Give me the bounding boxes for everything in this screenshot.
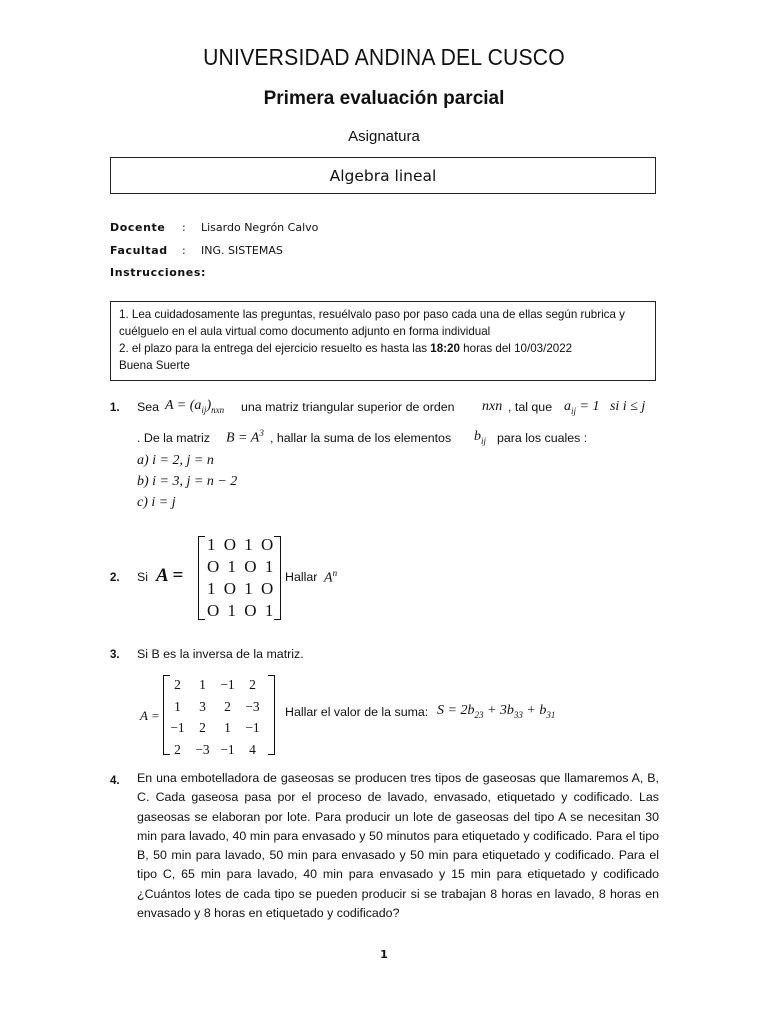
- q1-text-1: una matriz triangular superior de orden: [241, 400, 455, 414]
- q3-hallar: Hallar el valor de la suma:: [285, 705, 429, 719]
- docente-label: Docente: [110, 221, 166, 234]
- instrucciones-label: Instrucciones:: [110, 266, 206, 279]
- q3-sum-formula: $S = 2b_{23} + 3b_{33} + b_{31}$: [437, 703, 556, 720]
- q2-si: Si: [137, 570, 149, 584]
- q1-order: nxn: [482, 399, 503, 414]
- q4-number: 4.: [110, 775, 120, 787]
- q2-matrix: [207, 534, 275, 622]
- q2-power: $A^n$: [324, 568, 338, 586]
- q2-number: 2.: [110, 572, 120, 584]
- q1-text-2: , tal que: [508, 400, 553, 414]
- q2-row: O 1 O 1: [207, 557, 276, 576]
- instruction-2-time: 18:20: [430, 342, 460, 355]
- q2-left-bracket: [198, 536, 205, 620]
- q1-element-b: $b_{ij}$: [474, 429, 487, 446]
- q1-cond-a: a) i = 2, j = n: [137, 453, 214, 468]
- instruction-2-date: horas del 10/03/2022: [459, 342, 573, 355]
- q3-matrix: [165, 674, 265, 760]
- q1-cond-b: b) i = 3, j = n − 2: [137, 474, 238, 489]
- q3-row: 2 1 −1 2: [174, 677, 256, 692]
- docente-colon: :: [182, 221, 186, 234]
- q3-text: Si B es la inversa de la matriz.: [137, 647, 304, 661]
- university-name: UNIVERSIDAD ANDINA DEL CUSCO: [203, 44, 565, 70]
- docente-value: Lisardo Negrón Calvo: [201, 221, 319, 234]
- q1-sea: Sea: [137, 400, 160, 414]
- q2-matrix-name: A =: [156, 565, 184, 586]
- q3-right-bracket: [268, 675, 275, 755]
- q1-matrix-b: $B = A^3$: [226, 428, 264, 446]
- instruction-1: 1. Lea cuidadosamente las preguntas, resuélvalo paso por paso cada una de ellas según rubrica y cuélguelo en el aula virtual como documento adjunto en forma individual: [119, 308, 625, 338]
- instruction-2: [119, 340, 647, 357]
- instruction-2-text: 2. el plazo para la entrega del ejercicio resuelto es hasta las: [119, 342, 431, 355]
- q2-row: 1 O 1 O: [207, 579, 276, 598]
- q3-matrix-name: A =: [140, 708, 160, 723]
- q3-row: 1 3 2 −3: [174, 698, 260, 714]
- q2-row: 1 O 1 O: [207, 535, 276, 554]
- q2-row: O 1 O 1: [207, 601, 276, 620]
- page-number: 1: [380, 948, 388, 961]
- q3-row: −1 2 1 −1: [170, 720, 260, 735]
- subject-box: [110, 157, 656, 194]
- q1-text-5: para los cuales :: [497, 431, 588, 445]
- q3-number: 3.: [110, 649, 120, 661]
- facultad-value: ING. SISTEMAS: [201, 244, 283, 257]
- q1-condition: $a_{ij} = 1$ si i ≤ j: [564, 399, 646, 416]
- q1-text-4: , hallar la suma de los elementos: [270, 431, 452, 445]
- q1-text-3: . De la matriz: [137, 431, 210, 445]
- facultad-label: Facultad: [110, 244, 168, 257]
- subject-name: Algebra lineal: [329, 166, 437, 185]
- q3-row: 2 −3 −1 4: [174, 741, 256, 757]
- q2-hallar: Hallar: [285, 570, 318, 584]
- instruction-3: Buena Suerte: [119, 359, 190, 372]
- q1-matrix-def: $A = (a_{ij})_{nxn}$: [165, 398, 225, 415]
- exam-title: Primera evaluación parcial: [263, 88, 505, 109]
- facultad-colon: :: [182, 244, 186, 257]
- q1-number: 1.: [110, 402, 120, 414]
- q1-cond-c: c) i = j: [137, 495, 176, 510]
- instructions-box: [110, 301, 656, 381]
- q4-text: En una embotelladora de gaseosas se producen tres tipos de gaseosas que llamaremos A, B, C. Cada gaseosa pasa por el proceso de lavado, envasado, etiquetado y codificado. Las gaseosas se elaboran por lote. Para producir un lote de gaseosas del tipo A se necesitan 30 min para lavado, 40 min para envasado y 50 minutos para etiquetado y codificado. Para el tipo B, 50 min para lavado, 50 min para envasado y 50 min para etiquetado y codificado. Para el tipo C, 65 min para lavado, 40 min para envasado y 15 min para etiquetado y codificado ¿Cuántos lotes de cada tipo se pueden producir si se trabajan 8 horas en lavado, 8 horas en envasado y 8 horas en etiquetado y codificado?: [137, 771, 659, 921]
- subject-label: Asignatura: [348, 128, 420, 145]
